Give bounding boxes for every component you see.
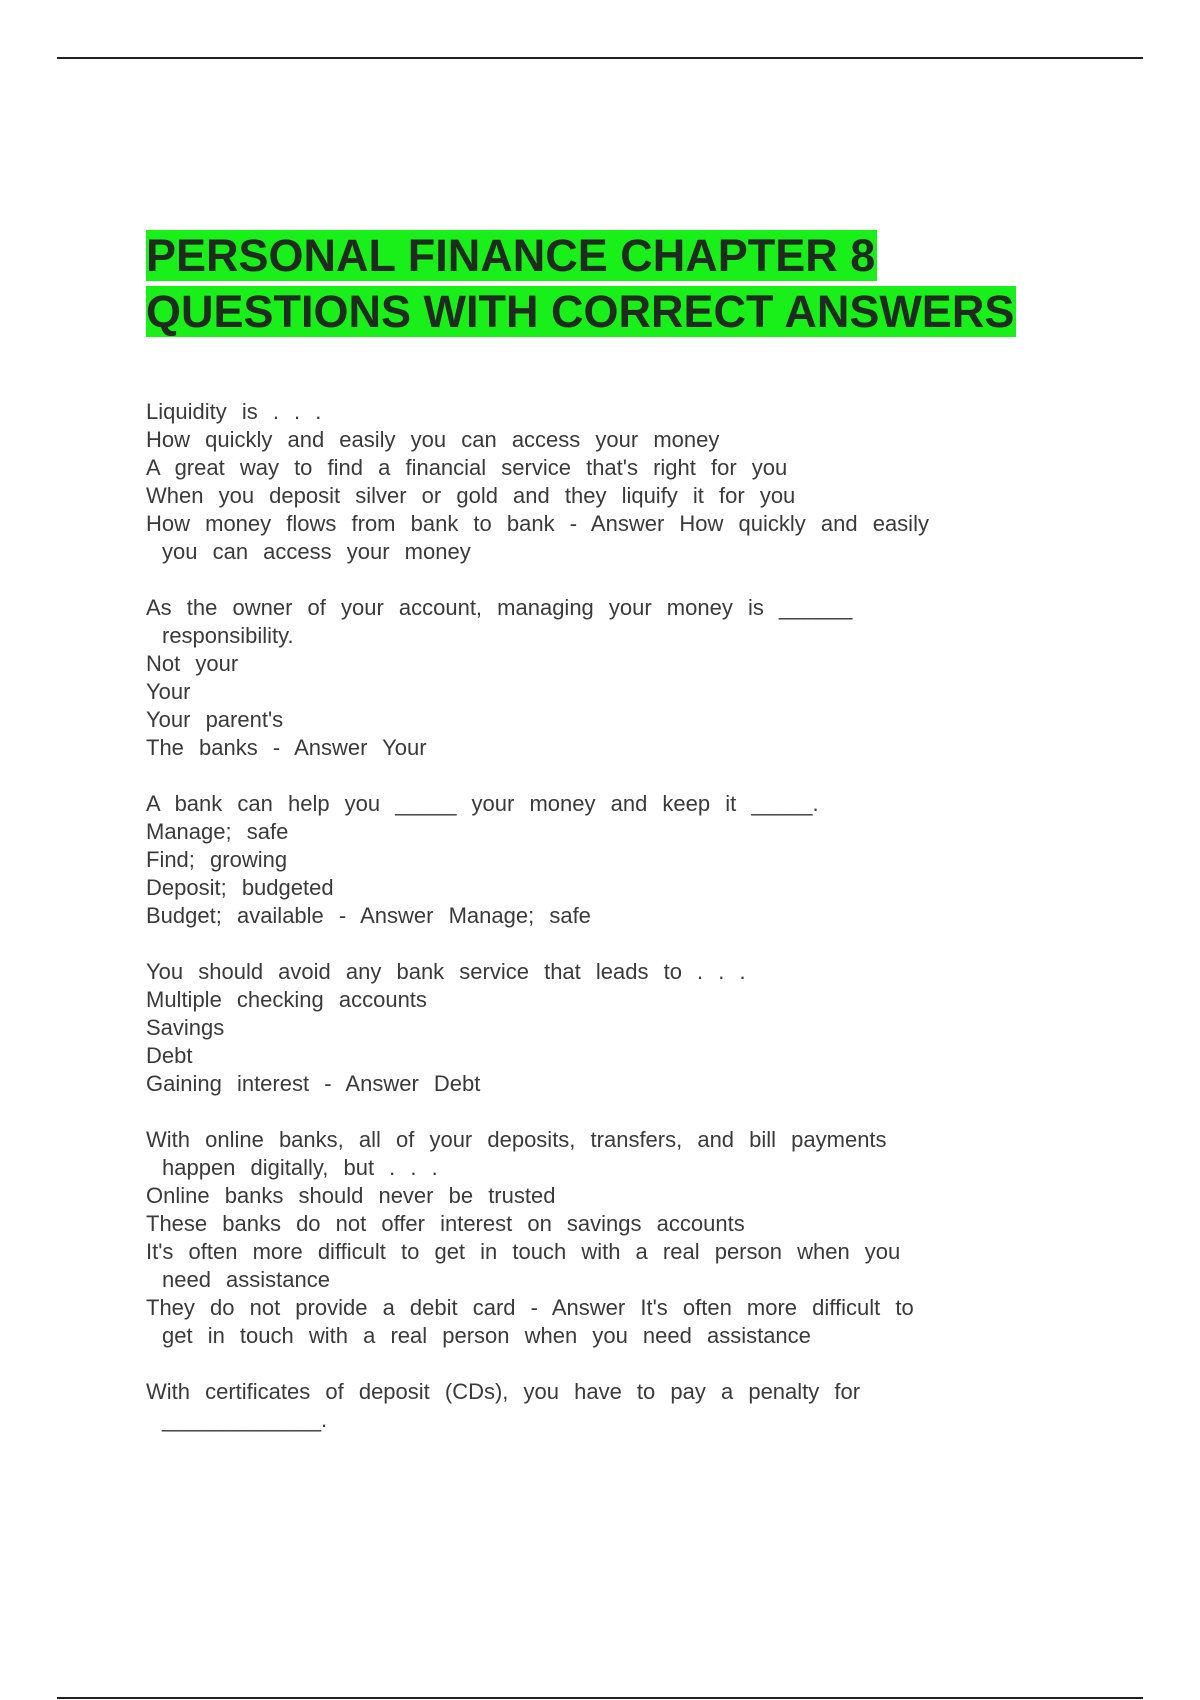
question-line: happen digitally, but . . .: [162, 1155, 438, 1180]
question-text: A bank can help you _____ your money and keep it _____.: [146, 791, 819, 816]
question-line: Budget; available - Answer Manage; safe: [146, 903, 591, 928]
question-line: A great way to find a financial service that's right for you: [146, 455, 788, 480]
question-text: As the owner of your account, managing your money is ______: [146, 595, 853, 620]
question-text: With certificates of deposit (CDs), you have to pay a penalty for: [146, 1379, 861, 1404]
question-list: [146, 398, 1086, 1434]
question-line: responsibility.: [162, 623, 294, 648]
question-line: These banks do not offer interest on savings accounts: [146, 1211, 745, 1236]
title-line: PERSONAL FINANCE CHAPTER 8: [146, 230, 876, 281]
question-line: Deposit; budgeted: [146, 875, 334, 900]
question-line: Online banks should never be trusted: [146, 1183, 556, 1208]
question-line: Savings: [146, 1015, 225, 1040]
question-block: [146, 790, 1086, 930]
question-line: _____________.: [162, 1407, 328, 1432]
question-line: They do not provide a debit card - Answer It's often more difficult to: [146, 1295, 914, 1320]
question-line: Manage; safe: [146, 819, 289, 844]
question-line: It's often more difficult to get in touch with a real person when you: [146, 1239, 901, 1264]
question-line: Multiple checking accounts: [146, 987, 427, 1012]
top-rule: [57, 57, 1143, 59]
question-text: With online banks, all of your deposits, transfers, and bill payments: [146, 1127, 887, 1152]
question-line: get in touch with a real person when you need assistance: [162, 1323, 811, 1348]
question-line: need assistance: [162, 1267, 330, 1292]
question-line: Gaining interest - Answer Debt: [146, 1071, 481, 1096]
question-block: [146, 1126, 1086, 1350]
question-line: Your parent's: [146, 707, 284, 732]
question-text: Liquidity is . . .: [146, 399, 322, 424]
question-line: you can access your money: [162, 539, 471, 564]
question-line: How quickly and easily you can access your money: [146, 427, 720, 452]
question-line: Not your: [146, 651, 239, 676]
bottom-rule: [57, 1697, 1143, 1699]
question-block: [146, 398, 1086, 566]
question-block: [146, 958, 1086, 1098]
question-line: The banks - Answer Your: [146, 735, 427, 760]
question-line: Debt: [146, 1043, 193, 1068]
question-line: Find; growing: [146, 847, 288, 872]
question-text: You should avoid any bank service that leads to . . .: [146, 959, 746, 984]
question-line: When you deposit silver or gold and they liquify it for you: [146, 483, 796, 508]
question-line: How money flows from bank to bank - Answer How quickly and easily: [146, 511, 929, 536]
question-block: [146, 594, 1086, 762]
title-line: QUESTIONS WITH CORRECT ANSWERS: [146, 286, 1015, 337]
document-body: [146, 228, 1086, 1462]
question-line: Your: [146, 679, 191, 704]
question-block: [146, 1378, 1086, 1434]
document-title: [146, 228, 1086, 340]
